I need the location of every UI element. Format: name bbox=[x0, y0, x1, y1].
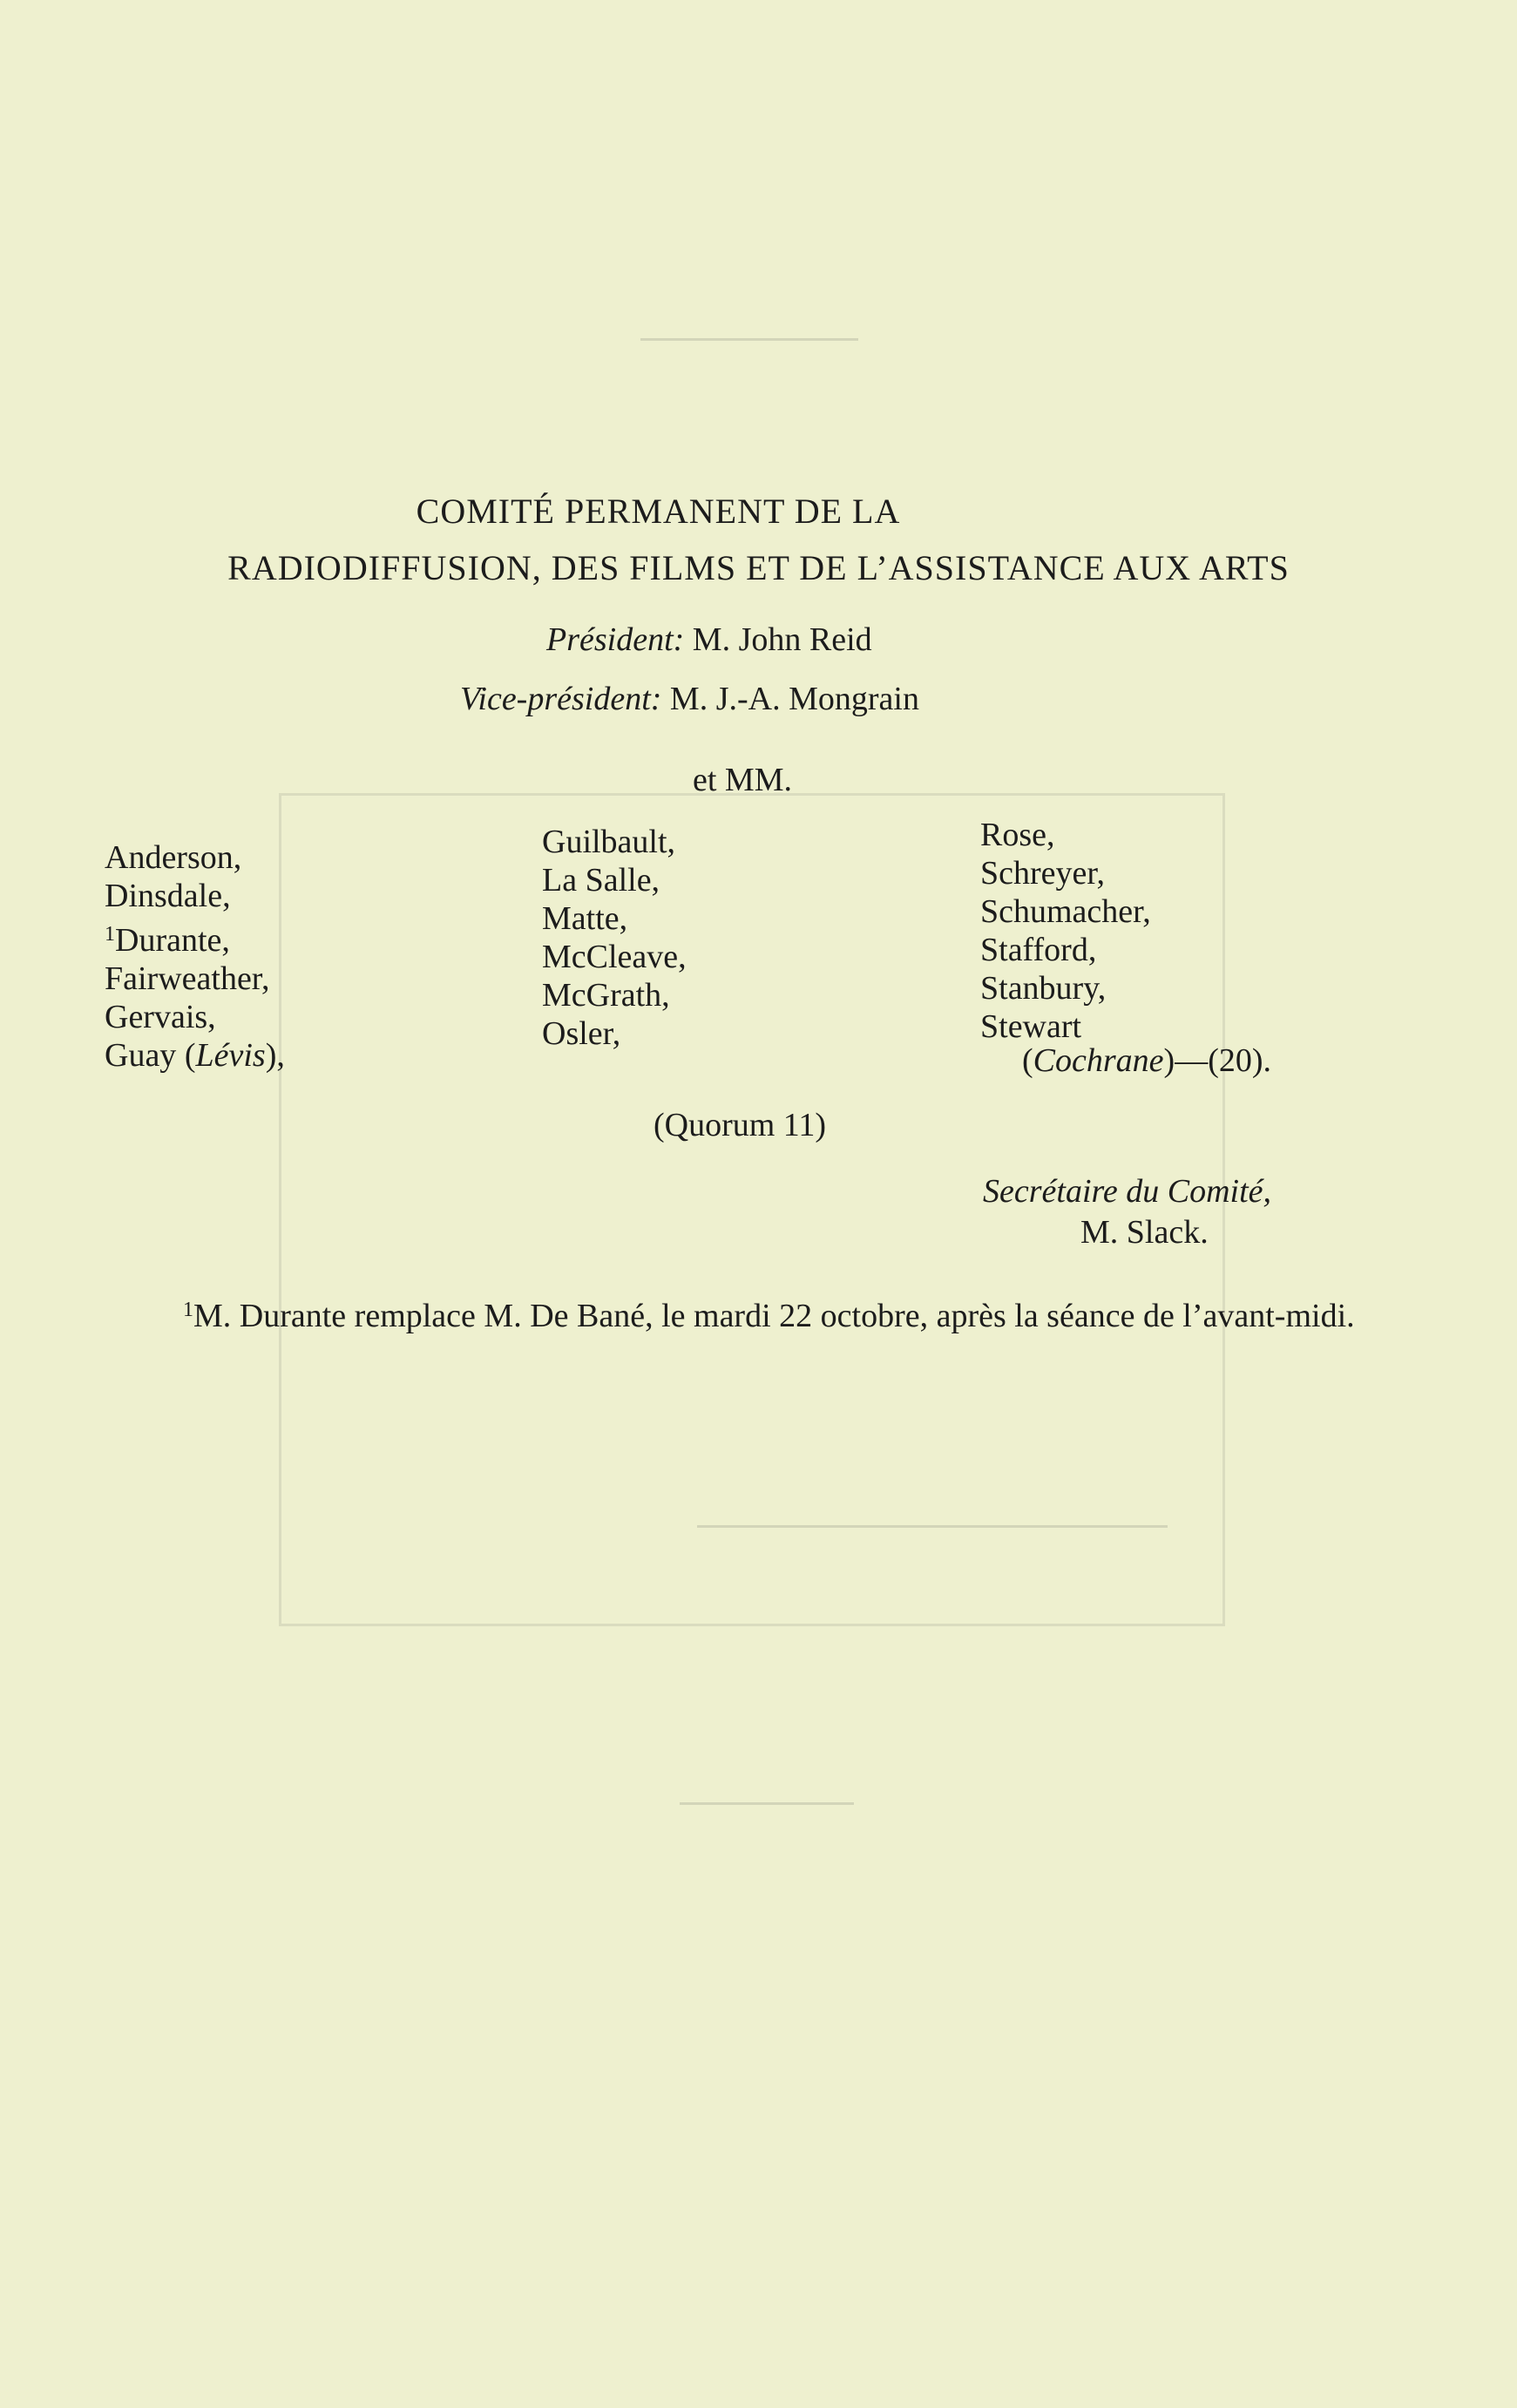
member-name: Fairweather, bbox=[105, 960, 270, 997]
footnote-marker: 1 bbox=[183, 1299, 193, 1321]
member-name: Stewart bbox=[980, 1008, 1082, 1045]
member-name: Schumacher, bbox=[980, 893, 1151, 930]
bleed-through-rule bbox=[680, 1802, 854, 1805]
footnote bbox=[113, 1285, 1420, 1340]
member-name: Matte, bbox=[542, 900, 628, 937]
members-column-2 bbox=[542, 823, 687, 1053]
member-name: Dinsdale, bbox=[105, 878, 231, 914]
quorum: (Quorum 11) bbox=[654, 1107, 827, 1143]
vice-president-line bbox=[460, 680, 919, 718]
member-name: Stanbury, bbox=[980, 970, 1107, 1007]
member-name: Stafford, bbox=[980, 932, 1097, 968]
member-name: La Salle, bbox=[542, 862, 660, 899]
member-name: McGrath, bbox=[542, 977, 670, 1014]
member-name: Anderson, bbox=[105, 839, 242, 876]
members-column-3 bbox=[980, 816, 1151, 1046]
bleed-through-rule bbox=[640, 338, 858, 341]
committee-title-line1: COMITÉ PERMANENT DE LA bbox=[416, 492, 901, 531]
bleed-through-rule bbox=[697, 1525, 1168, 1528]
member-name: Gervais, bbox=[105, 999, 216, 1035]
member-total-line: (Cochrane)—(20). bbox=[1022, 1042, 1271, 1079]
member-name: Schreyer, bbox=[980, 855, 1106, 892]
footnote-text: M. Durante remplace M. De Bané, le mardi 22 octobre, après la séance de l’avant-midi. bbox=[193, 1298, 1355, 1334]
secretary-name: M. Slack. bbox=[1080, 1214, 1209, 1251]
member-name: Guilbault, bbox=[542, 824, 676, 860]
secretary-title: Secrétaire du Comité, bbox=[983, 1173, 1272, 1210]
vice-president-label: Vice-président: bbox=[460, 681, 662, 717]
riding-name: Lévis bbox=[195, 1037, 266, 1074]
president-label: Président: bbox=[546, 621, 685, 658]
members-intro: et MM. bbox=[693, 762, 792, 798]
riding-name: Cochrane bbox=[1033, 1042, 1164, 1079]
member-name: Osler, bbox=[542, 1015, 621, 1052]
president-line bbox=[546, 621, 872, 659]
member-name: McCleave, bbox=[542, 939, 687, 975]
president-name: M. John Reid bbox=[692, 621, 872, 658]
committee-title-line2: RADIODIFFUSION, DES FILMS ET DE L’ASSISTANCE AUX ARTS bbox=[227, 548, 1290, 587]
member-name: $^1$Durante, bbox=[105, 922, 230, 959]
member-name: Rose, bbox=[980, 817, 1055, 853]
footnote-marker: 1 bbox=[105, 923, 115, 946]
vice-president-name: M. J.-A. Mongrain bbox=[669, 681, 919, 717]
member-name: Guay (Lévis), bbox=[105, 1037, 285, 1074]
members-column-1 bbox=[105, 838, 285, 1075]
